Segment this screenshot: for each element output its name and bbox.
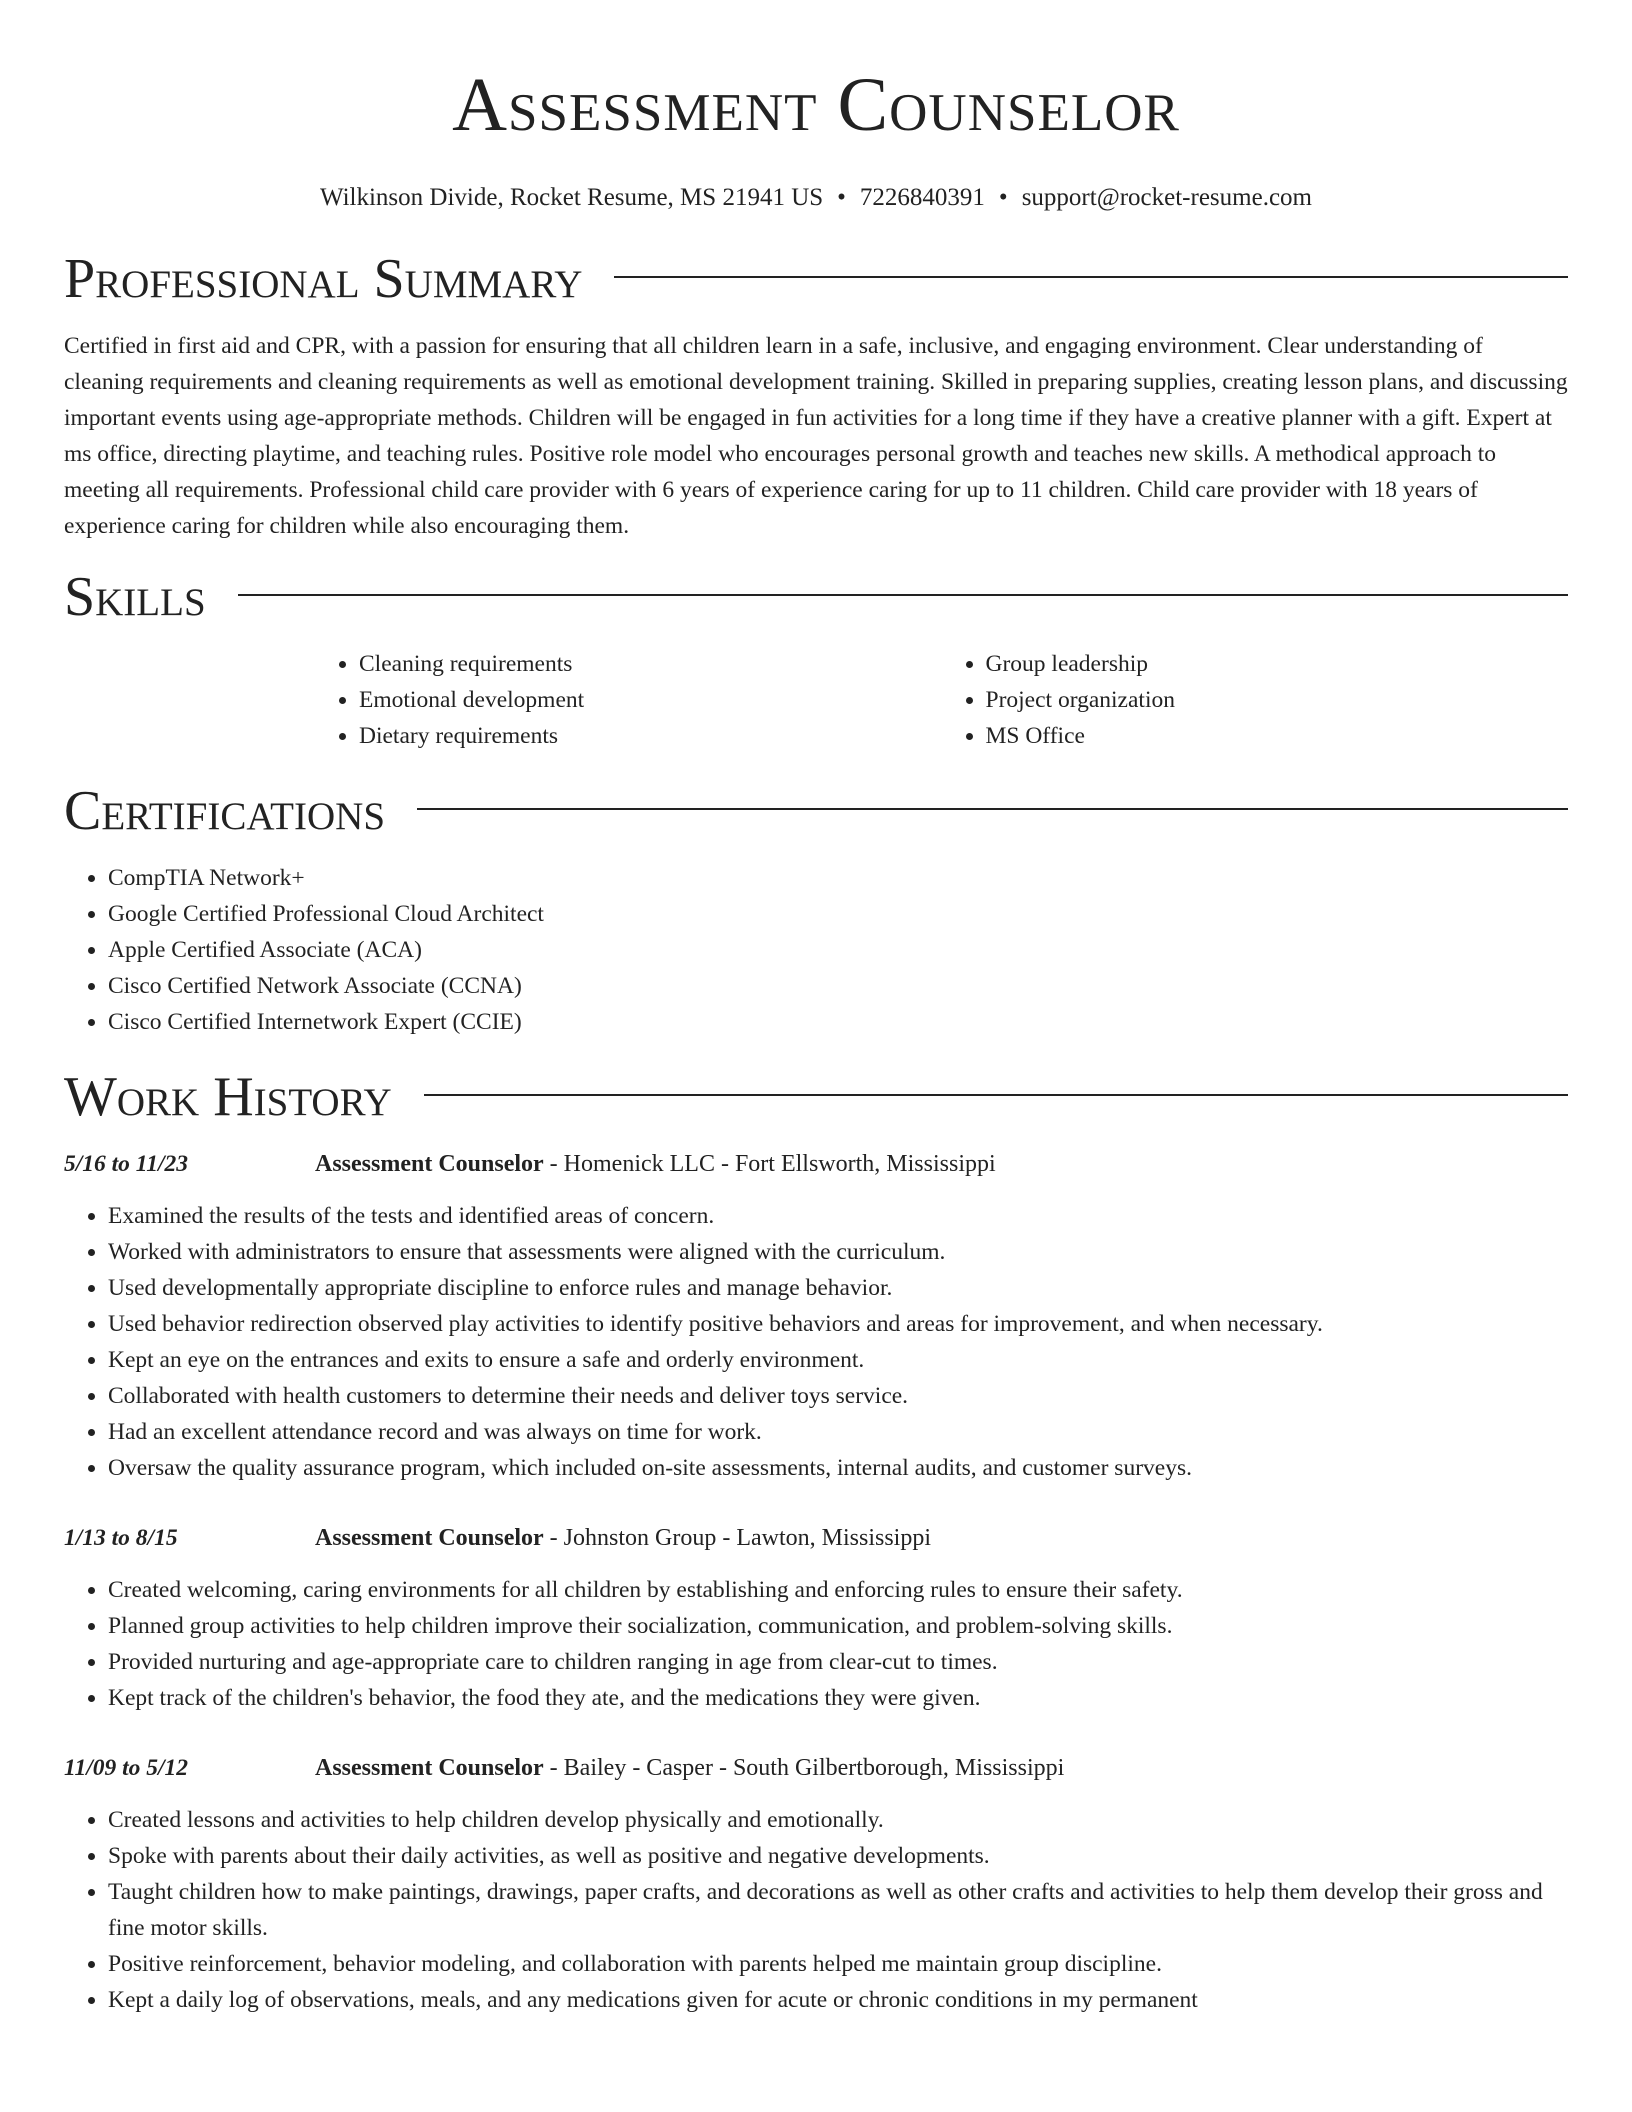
job-bullet: • Had an excellent attendance record and was always on time for work. bbox=[108, 1414, 1568, 1450]
job-dates: 5/16 to 11/23 bbox=[64, 1151, 189, 1177]
job-bullet: • Provided nurturing and age-appropriate care to children ranging in age from clear-cut to times. bbox=[108, 1644, 1568, 1680]
summary-text: Certified in first aid and CPR, with a passion for ensuring that all children learn in a safe, inclusive, and engaging environment. Clear understanding of cleaning requirements and cleaning requirements as well as emotional development training. Skilled in preparing supplies, creating lesson plans, and discussing important events using age-appropriate methods. Children will be engaged in fun activities for a long time if they have a creative planner with a gift. Expert at ms office, directing playtime, and teaching rules. Positive role model who encourages personal growth and teaches new skills. A methodical approach to meeting all requirements. Professional child care provider with 6 years of experience caring for up to 11 children. Child care provider with 18 years of experience caring for children while also encouraging them. bbox=[64, 333, 1568, 539]
job-bullet: • Examined the results of the tests and identified areas of concern. bbox=[108, 1198, 1568, 1234]
section-title: Professional Summary bbox=[64, 248, 583, 310]
job-details: - Johnston Group - Lawton, Mississippi bbox=[543, 1525, 932, 1551]
section-title: Skills bbox=[64, 566, 206, 628]
job-header bbox=[315, 1146, 1568, 1182]
job-role: Assessment Counselor bbox=[315, 1755, 544, 1781]
resume-page bbox=[64, 0, 1568, 2018]
section-divider bbox=[614, 276, 1568, 278]
job-bullet: • Created lessons and activities to help children develop physically and emotionally. bbox=[108, 1802, 1568, 1838]
section-title: Certifications bbox=[64, 780, 386, 842]
contact-phone: 7226840391 bbox=[859, 184, 985, 211]
skills-grid bbox=[315, 646, 1568, 754]
job-bullet: • Used behavior redirection observed play activities to identify positive behaviors and areas for improvement, and when necessary. bbox=[108, 1306, 1568, 1342]
certification-item: • CompTIA Network+ bbox=[108, 860, 1568, 896]
job-bullets bbox=[64, 1572, 1568, 1716]
skills-section bbox=[64, 562, 1568, 754]
job-bullet: • Used developmentally appropriate discipline to enforce rules and manage behavior. bbox=[108, 1270, 1568, 1306]
skills-list-left bbox=[315, 646, 942, 754]
section-header bbox=[64, 562, 1568, 632]
skill-item: • Group leadership bbox=[986, 646, 1569, 682]
contact-line bbox=[64, 182, 1568, 214]
certification-item: • Cisco Certified Network Associate (CCNA) bbox=[108, 968, 1568, 1004]
job-bullet: • Worked with administrators to ensure that assessments were aligned with the curriculum. bbox=[108, 1234, 1568, 1270]
job-bullet: • Planned group activities to help children improve their socialization, communication, and problem-solving skills. bbox=[108, 1608, 1568, 1644]
section-divider bbox=[424, 1094, 1568, 1096]
skill-item: • Cleaning requirements bbox=[359, 646, 942, 682]
section-header bbox=[64, 1062, 1568, 1132]
certification-item: • Google Certified Professional Cloud Architect bbox=[108, 896, 1568, 932]
job-header bbox=[315, 1520, 1568, 1556]
skills-list-right bbox=[942, 646, 1569, 754]
certification-item: • Apple Certified Associate (ACA) bbox=[108, 932, 1568, 968]
contact-separator: • bbox=[998, 184, 1008, 211]
job-header bbox=[315, 1750, 1568, 1786]
job-role: Assessment Counselor bbox=[315, 1151, 544, 1177]
job-entry bbox=[64, 1520, 1568, 1716]
job-bullets bbox=[64, 1802, 1568, 2018]
contact-address: Wilkinson Divide, Rocket Resume, MS 21941 US bbox=[320, 184, 824, 211]
skill-item: • Project organization bbox=[986, 682, 1569, 718]
summary-section bbox=[64, 244, 1568, 544]
contact-email: support@rocket-resume.com bbox=[1021, 184, 1312, 211]
skill-item: • MS Office bbox=[986, 718, 1569, 754]
job-bullet: • Spoke with parents about their daily activities, as well as positive and negative developments. bbox=[108, 1838, 1568, 1874]
section-header bbox=[64, 776, 1568, 846]
certification-item: • Cisco Certified Internetwork Expert (CCIE) bbox=[108, 1004, 1568, 1040]
job-entry bbox=[64, 1146, 1568, 1486]
job-bullet: • Taught children how to make paintings, drawings, paper crafts, and decorations as well as other crafts and activities to help them develop their gross and fine motor skills. bbox=[108, 1874, 1568, 1946]
job-dates: 1/13 to 8/15 bbox=[64, 1525, 178, 1551]
work-history-section bbox=[64, 1062, 1568, 2018]
job-dates: 11/09 to 5/12 bbox=[64, 1755, 189, 1781]
contact-separator: • bbox=[837, 184, 846, 211]
job-details: - Homenick LLC - Fort Ellsworth, Mississippi bbox=[543, 1151, 996, 1177]
job-bullet: • Kept a daily log of observations, meals, and any medications given for acute or chronic conditions in my permanent bbox=[108, 1982, 1568, 2018]
section-divider bbox=[238, 594, 1568, 596]
skill-item: • Emotional development bbox=[359, 682, 942, 718]
job-role: Assessment Counselor bbox=[315, 1525, 544, 1551]
job-bullet: • Positive reinforcement, behavior modeling, and collaboration with parents helped me maintain group discipline. bbox=[108, 1946, 1568, 1982]
job-bullets bbox=[64, 1198, 1568, 1486]
job-bullet: • Kept an eye on the entrances and exits to ensure a safe and orderly environment. bbox=[108, 1342, 1568, 1378]
job-bullet: • Created welcoming, caring environments for all children by establishing and enforcing rules to ensure their safety. bbox=[108, 1572, 1568, 1608]
certifications-section bbox=[64, 776, 1568, 1040]
job-bullet: • Kept track of the children's behavior, the food they ate, and the medications they were given. bbox=[108, 1680, 1568, 1716]
section-divider bbox=[417, 808, 1568, 810]
section-title: Work History bbox=[64, 1066, 392, 1128]
job-bullet: • Oversaw the quality assurance program, which included on-site assessments, internal audits, and customer surveys. bbox=[108, 1450, 1568, 1486]
certifications-list bbox=[64, 860, 1568, 1040]
section-header bbox=[64, 244, 1568, 314]
job-details: - Bailey - Casper - South Gilbertborough, Mississippi bbox=[543, 1755, 1065, 1781]
skill-item: • Dietary requirements bbox=[359, 718, 942, 754]
job-bullet: • Collaborated with health customers to determine their needs and deliver toys service. bbox=[108, 1378, 1568, 1414]
page-title: Assessment Counselor bbox=[452, 63, 1180, 147]
job-entry bbox=[64, 1750, 1568, 2018]
